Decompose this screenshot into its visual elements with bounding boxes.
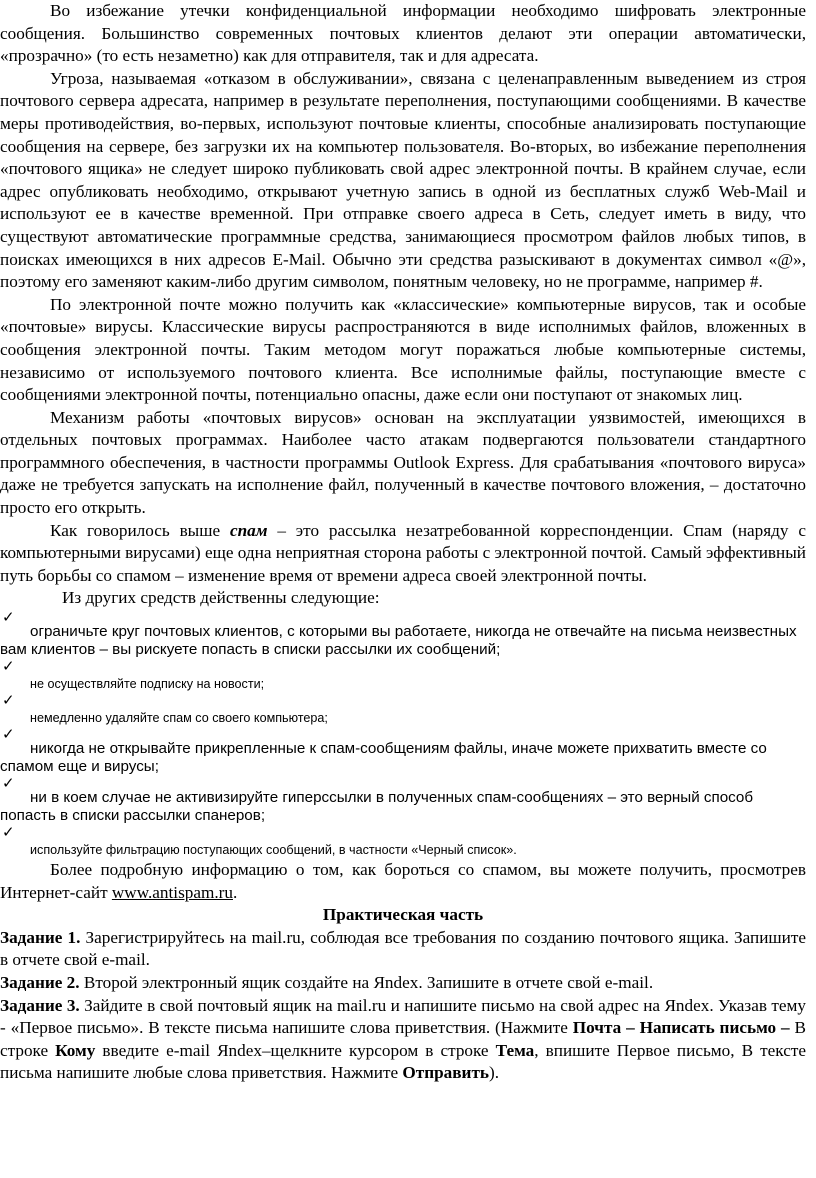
paragraph-mail-viruses: Механизм работы «почтовых вирусов» основан на эксплуатации уязвимостей, имеющихся в отдельных почтовых программах. Наиболее часто атакам подвергаются пользователи стандартного программного обеспечения, в частности программы Outlook Express. Для срабатывания «почтового вируса» даже не требуется запускать на исполнение файл, полученный в качестве почтового вложения, – достаточно просто его открыть.: [0, 407, 806, 518]
task-2-text: Второй электронный ящик создайте на Яndex. Запишите в отчете свой e-mail.: [79, 973, 654, 992]
spam-text-end: – это рассылка незатребованной корреспонденции. Спам (наряду с компьютерными вирусами) еще одна неприятная сторона работы с электронной почтой. Самый эффективный путь борьбы со спамом – изменение время от времени адреса своей электронной почты.: [0, 520, 806, 585]
paragraph-other-means: Из других средств действенны следующие:: [62, 588, 380, 608]
list-item: [0, 693, 806, 727]
task-3-label: Задание 3.: [0, 995, 80, 1015]
task-3-to-field: Кому: [55, 1040, 96, 1060]
list-item-text: используйте фильтрацию поступающих сообщений, в частности «Черный список».: [30, 843, 517, 858]
task-3-text: Зайдите в свой почтовый ящик на mail.ru и напишите письмо на свой адрес на Яndex. Указав тему - «Первое письмо». В тексте письма напишите слова приветствия. (Нажмите: [0, 995, 806, 1038]
checkmark-icon: ✓: [2, 693, 15, 710]
task-3-menu-path: Почта – Написать письмо –: [572, 1018, 790, 1038]
list-item: [0, 610, 806, 659]
paragraph-more-info: [0, 859, 806, 904]
checkmark-icon: ✓: [2, 610, 15, 627]
task-3-text: , впишите Первое письмо, В тексте письма напишите любые слова приветствия. Нажмите: [0, 1040, 807, 1083]
paragraph-classic-viruses: По электронной почте можно получить как «классические» компьютерные вирусов, так и особые «почтовые» вирусы. Классические вирусы распространяются в виде исполнимых файлов, вложенных в сообщения электронной почты. Таким методом могут поражаться любые компьютерные системы, независимо от используемого почтового клиента. Все исполнимые файлы, поступающие вместе с сообщениями электронной почты, потенциально опасны, даже если они поступают от знакомых лиц.: [0, 294, 806, 405]
checkmark-icon: ✓: [2, 727, 15, 744]
task-1: [0, 927, 806, 972]
list-item-text: никогда не открывайте прикрепленные к спам-сообщениям файлы, иначе можете прихватить вместе со спамом еще и вирусы;: [0, 740, 767, 776]
task-3-text: В строке: [0, 1018, 806, 1060]
paragraph-encryption: Во избежание утечки конфиденциальной информации необходимо шифровать электронные сообщения. Большинство современных почтовых клиентов делают эти операции автоматически, «прозрачно» (то есть незаметно) как для отправителя, так и для адресата.: [0, 1, 806, 66]
task-1-label: Задание 1.: [0, 927, 81, 947]
checkmark-icon: ✓: [2, 825, 15, 842]
list-item-text: ни в коем случае не активизируйте гиперссылки в полученных спам-сообщениях – это верный способ попасть в списки рассылки спанеров;: [0, 789, 754, 825]
paragraph-spam: [0, 520, 806, 588]
task-3: [0, 995, 806, 1085]
list-item-text: не осуществляйте подписку на новости;: [30, 677, 265, 692]
practical-heading: Практическая часть: [322, 905, 484, 925]
list-item: [0, 659, 806, 693]
task-3-subject-field: Тема: [495, 1040, 535, 1060]
more-info-text: Более подробную информацию о том, как бороться со спамом, вы можете получить, просмотрев Интернет-сайт: [0, 860, 806, 902]
checkmark-icon: ✓: [2, 776, 15, 793]
list-item: [0, 776, 806, 825]
more-info-end: .: [232, 882, 238, 902]
task-1-text: Зарегистрируйтесь на mail.ru, соблюдая все требования по созданию почтового ящика. Запишите в отчете свой e-mail.: [0, 927, 806, 970]
list-item-text: немедленно удаляйте спам со своего компьютера;: [30, 711, 328, 726]
task-3-text-end: ).: [489, 1063, 500, 1083]
task-2-label: Задание 2.: [0, 973, 80, 992]
spam-term: спам: [229, 520, 268, 540]
checklist: [0, 610, 806, 859]
checkmark-icon: ✓: [2, 659, 15, 676]
list-item: [0, 727, 806, 776]
list-item: [0, 825, 806, 859]
paragraph-denial-of-service: Угроза, называемая «отказом в обслуживании», связана с целенаправленным выведением из строя почтового сервера адресата, например в результате переполнения, поступающими сообщениями. В качестве меры противодействия, во-первых, используют почтовые клиенты, способные анализировать поступающие сообщения на сервере, без загрузки их на компьютер пользователя. Во-вторых, во избежание переполнения «почтового ящика» не следует широко публиковать свой адрес электронной почты. В крайнем случае, если адрес опубликовать необходимо, открывают учетную запись в одной из бесплатных служб Web-Mail и используют ее в качестве временной. При отправке своего адреса в Сеть, следует иметь в виду, что существуют автоматические программные средства, занимающиеся просмотром файлов любых типов, в поисках имеющихся в них адресов E-Mail. Обычно эти средства разыскивают в документах символ «@», поэтому его заменяют каким-либо другим символом, понятным человеку, но не программе, например #.: [0, 68, 806, 292]
task-2: [0, 972, 806, 995]
spam-text-start: Как говорилось выше: [50, 520, 230, 540]
task-3-send-label: Отправить: [402, 1063, 489, 1083]
antispam-link[interactable]: www.antispam.ru: [111, 882, 233, 902]
task-3-text: введите e-mail Яndex–щелкните курсором в строке: [95, 1040, 496, 1060]
list-item-text: ограничьте круг почтовых клиентов, с которыми вы работаете, никогда не отвечайте на письма неизвестных вам клиентов – вы рискуете попасть в списки рассылки их сообщений;: [0, 623, 797, 659]
